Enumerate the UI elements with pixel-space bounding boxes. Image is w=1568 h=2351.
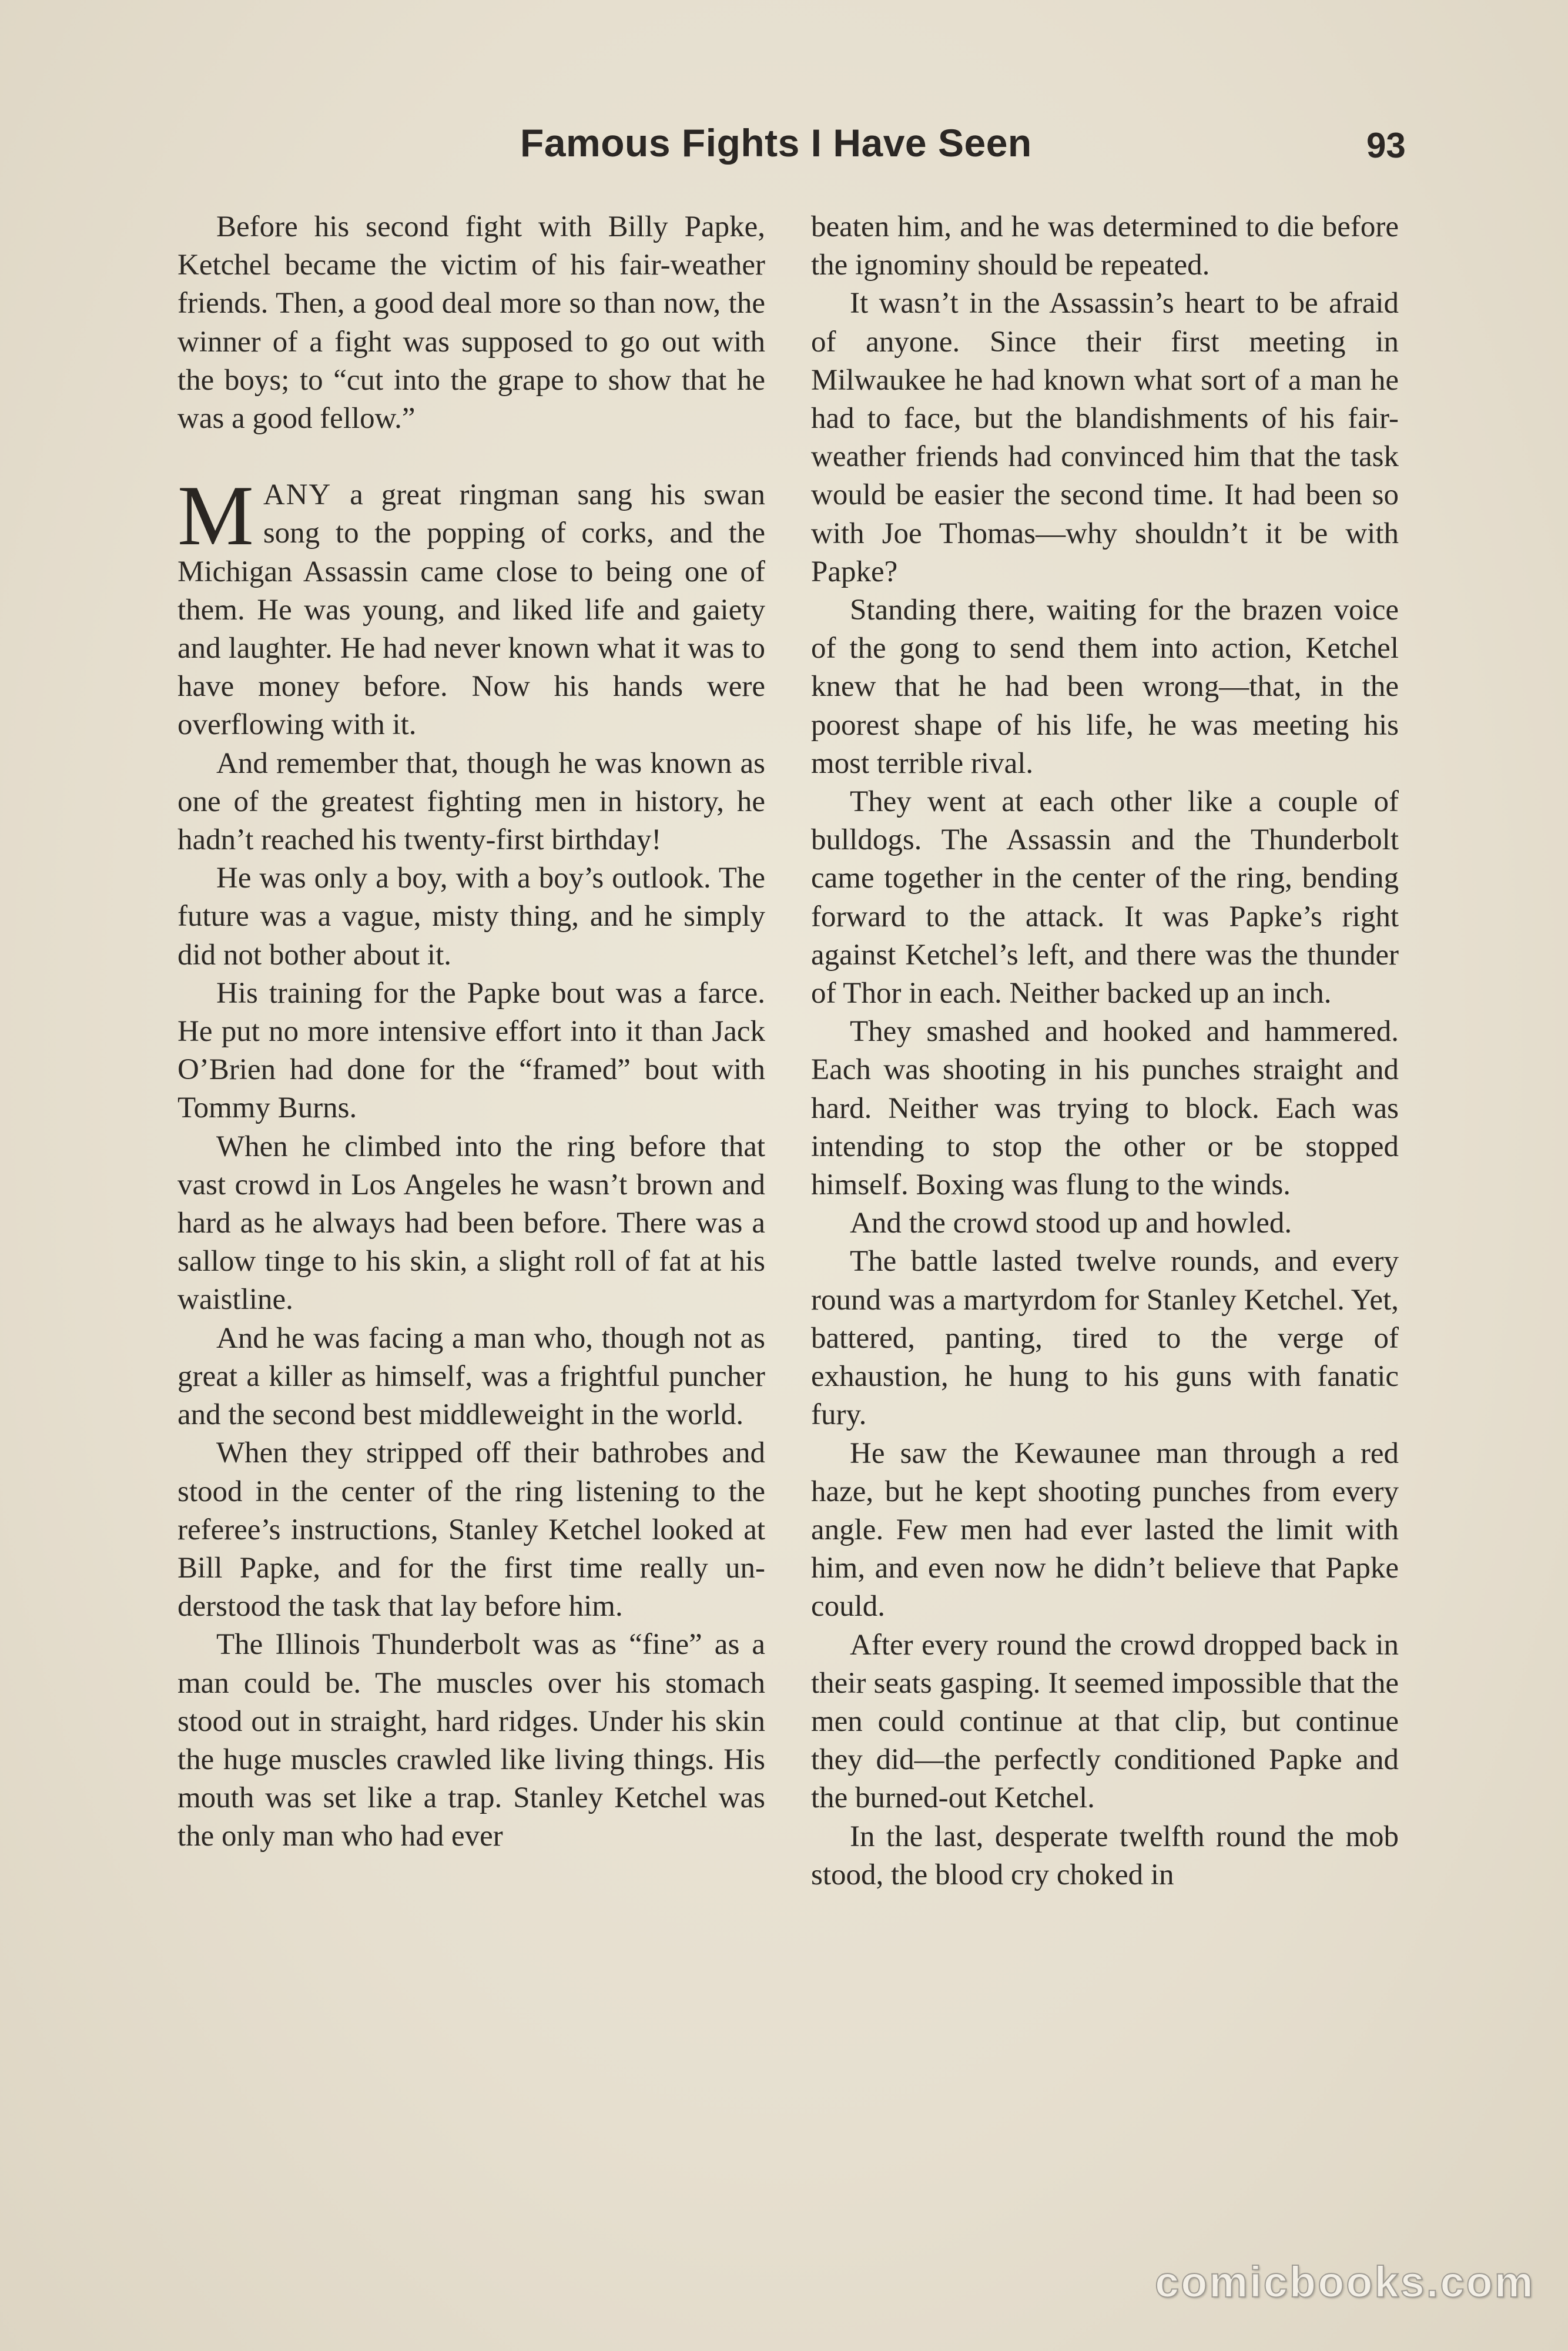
small-caps-lead: ANY (263, 478, 332, 512)
paragraph: Standing there, waiting for the brazen voice of the gong to send them into action, Ketchel knew that he had been wrong—that, in the poorest shape of his life, he was meeting his most terrible rival. (811, 594, 1399, 780)
paragraph-text: a great ringman sang his swan song to the popping of corks, and the Michigan Assassin came close to being one of them. He was young, and liked life and gaiety and laughter. He had never known what it was to have money before. Now his hands were overflowing with it. (177, 478, 765, 742)
continued-paragraph: beaten him, and he was determined to die before the ignominy should be repeated. (811, 210, 1399, 282)
paragraph: The battle lasted twelve rounds, and every round was a martyrdom for Stanley Ketchel. Yet, battered, panting, tired to the verge of exhaustion, he hung to his guns with fanatic fury. (811, 1245, 1399, 1432)
left-column (177, 208, 765, 1856)
paragraph: They smashed and hooked and hammered. Each was shooting in his punches straight and hard. Neither was trying to block. Each was intending to stop the other or be stopped himself. Boxing was flung to the winds. (811, 1015, 1399, 1202)
paragraph: And remember that, though he was known as one of the greatest fighting men in history, he hadn’t reached his twenty-first birthday! (177, 746, 765, 857)
paragraph: When he climbed into the ring before that vast crowd in Los Angeles he wasn’t brown and hard as he always had been before. There was a sallow tinge to his skin, a slight roll of fat at his waistline. (177, 1130, 765, 1317)
section-opening-paragraph (177, 468, 765, 744)
running-title: Famous Fights I Have Seen (520, 121, 1032, 165)
paragraph: In the last, desperate twelfth round the mob stood, the blood cry choked in (811, 1820, 1399, 1891)
paragraph: Before his second fight with Billy Papke, Ketchel became the victim of his fair-weather friends. Then, a good deal more so than now, the winner of a fight was supposed to go out with the boys; to “cut into the grape to show that he was a good fellow.” (177, 210, 765, 436)
paragraph: They went at each other like a couple of bulldogs. The Assassin and the Thunderbolt came together in the center of the ring, bending forward to the attack. It was Papke’s right against Ketchel’s left, and there was the thunder of Thor in each. Neither backed up an inch. (811, 785, 1399, 1010)
paragraph: The Illinois Thunderbolt was as “fine” as a man could be. The muscles over his stomach stood out in straight, hard ridges. Under his skin the huge muscles crawled like living things. His mouth was set like a trap. Stanley Ketchel was the only man who had ever (177, 1628, 765, 1853)
paragraph: After every round the crowd dropped back in their seats gasping. It seemed impossible that the men could continue at that clip, but continue they did—the perfectly conditioned Papke and the burned-out Ketchel. (811, 1628, 1399, 1815)
paragraph: And he was facing a man who, though not as great a killer as himself, was a frightful puncher and the second best middleweight in the world. (177, 1321, 765, 1432)
paragraph: It wasn’t in the Assassin’s heart to be afraid of anyone. Since their first meeting in Milwaukee he had known what sort of a man he had to face, but the blandishments of his fair-weather friends had convinced him that the task would be easier the second time. It had been so with Joe Thomas—why shouldn’t it be with Papke? (811, 287, 1399, 588)
paragraph: His training for the Papke bout was a farce. He put no more intensive effort into it than Jack O’Brien had done for the “framed” bout with Tommy Burns. (177, 976, 765, 1125)
paragraph: And the crowd stood up and howled. (850, 1207, 1292, 1240)
drop-cap: M (177, 468, 254, 564)
page-number: 93 (1366, 126, 1406, 165)
page-header (0, 120, 1568, 173)
paragraph: When they stripped off their bathrobes and stood in the center of the ring listening to the referee’s instructions, Stanley Ketchel looked at Bill Papke, and for the first time really understood the task that lay before him. (177, 1436, 765, 1623)
paragraph: He was only a boy, with a boy’s outlook. The future was a vague, misty thing, and he simply did not bother about it. (177, 862, 765, 972)
watermark: comicbooks.com (1155, 2258, 1535, 2306)
right-column (811, 208, 1399, 1894)
paragraph: He saw the Kewaunee man through a red haze, but he kept shooting punches from every angle. Few men had ever lasted the limit with him, and even now he didn’t believe that Papke could. (811, 1436, 1399, 1623)
